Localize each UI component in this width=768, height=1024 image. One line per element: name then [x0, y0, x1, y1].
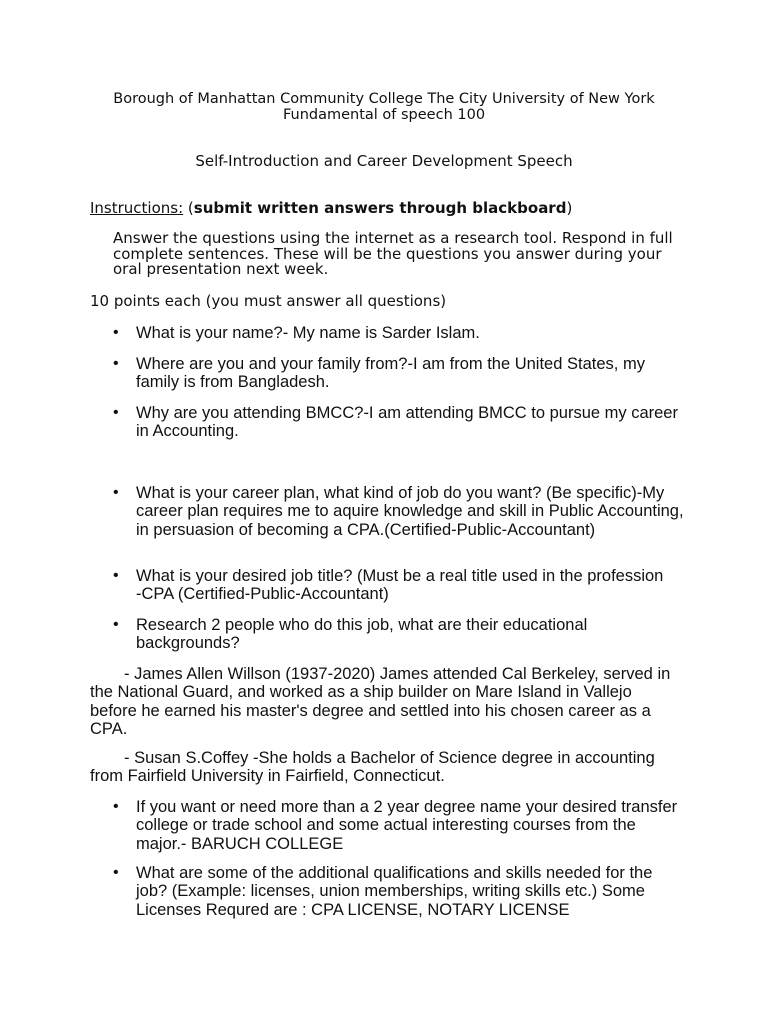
bio-text: - James Allen Willson (1937-2020) James attended Cal Berkeley, served in the National Guard, and worked as a ship builder on Mare Island in Vallejo before he earned his master's degree and settled into his chosen career as a CPA.: [90, 665, 671, 738]
bullet-marker: •: [113, 567, 119, 584]
question-qualifications: What are some of the additional qualifications and skills needed for the job? (Example: licenses, union memberships, writing skills etc.) Some Licenses Requred are : CPA LICENSE, NOTARY LICENSE: [136, 864, 653, 919]
bullet-marker: •: [113, 324, 119, 341]
points-line: 10 points each (you must answer all questions): [90, 292, 447, 310]
question-transfer-college: If you want or need more than a 2 year degree name your desired transfer college or trade school and some actual interesting courses from the major.- BARUCH COLLEGE: [136, 798, 678, 853]
bio-james-willson: [90, 665, 680, 738]
question-career-plan: What is your career plan, what kind of job do you want? (Be specific)-My career plan requires me to aquire knowledge and skill in Public Accounting, in persuasion of becoming a CPA.(Certified-Public-Accountant): [136, 484, 684, 539]
question-research: Research 2 people who do this job, what are their educational backgrounds?: [136, 616, 588, 653]
question-origin: Where are you and your family from?-I am from the United States, my family is from Bangladesh.: [136, 355, 645, 392]
bullet-marker: •: [113, 616, 119, 633]
instructions-open-paren: (: [183, 199, 194, 217]
college-name: Borough of Manhattan Community College The City University of New York: [113, 91, 655, 107]
bullet-marker: •: [113, 864, 119, 881]
bullet-marker: •: [113, 355, 119, 372]
document-title: Self-Introduction and Career Development Speech: [195, 152, 573, 170]
question-name: What is your name?- My name is Sarder Islam.: [136, 324, 480, 342]
instructions-bold-text: submit written answers through blackboard: [193, 199, 567, 217]
bullet-marker: •: [113, 484, 119, 501]
course-name: Fundamental of speech 100: [282, 107, 486, 123]
question-job-title: What is your desired job title? (Must be a real title used in the profession -CPA (Certified-Public-Accountant): [136, 567, 682, 604]
instructions-line: [90, 199, 572, 217]
instructions-close-paren: ): [566, 199, 573, 217]
bio-susan-coffey: [90, 749, 680, 786]
instructions-label: Instructions:: [90, 199, 184, 217]
bio-text: - Susan S.Coffey -She holds a Bachelor of Science degree in accounting from Fairfield University in Fairfield, Connecticut.: [90, 749, 655, 786]
instructions-body: Answer the questions using the internet as a research tool. Respond in full complete sentences. These will be the questions you answer during your oral presentation next week.: [113, 229, 673, 278]
bullet-marker: •: [113, 404, 119, 421]
bullet-marker: •: [113, 798, 119, 815]
question-bmcc: Why are you attending BMCC?-I am attending BMCC to pursue my career in Accounting.: [136, 404, 678, 441]
